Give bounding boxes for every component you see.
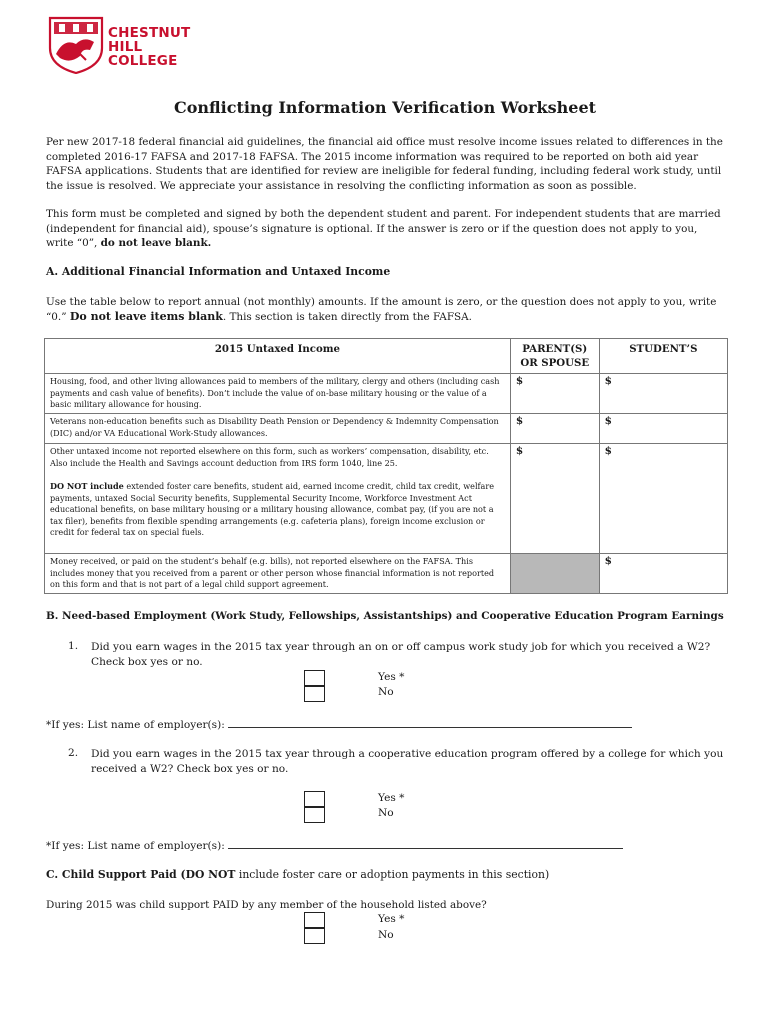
page-title: Conflicting Information Verification Worksheet: [173, 98, 597, 117]
section-c-question: During 2015 was child support PAID by any member of the household listed above?: [46, 899, 487, 911]
form-note-paragraph: [46, 207, 724, 251]
c-no-checkbox[interactable]: [304, 928, 325, 944]
q1-no-checkbox[interactable]: [304, 686, 325, 702]
table-row: [45, 444, 728, 554]
question-2-number: 2.: [68, 747, 79, 759]
q2-no-checkbox[interactable]: [304, 807, 325, 823]
section-c-heading: [46, 868, 549, 881]
student-amount-field[interactable]: $: [599, 374, 727, 414]
table-header-row: [45, 339, 728, 374]
section-c-heading-1: C. Child Support Paid (: [46, 868, 186, 881]
parent-amount-field[interactable]: $: [510, 414, 599, 444]
q2-employer-field[interactable]: [46, 838, 623, 852]
section-a-instructions: [46, 295, 724, 324]
intro-paragraph: Per new 2017-18 federal financial aid guidelines, the financial aid office must resolve income issues related to differences in the completed 2016-17 FAFSA and 2017-18 FAFSA. The 2015 income information was required to be reported on both aid year FAFSA applications. Students that are identified for review are ineligible for federal funding, including federal work study, until the issue is resolved. We appreciate your assistance in resolving the conflicting information as soon as possible.: [46, 136, 723, 192]
c-yes-label: Yes *: [378, 913, 405, 925]
logo-line-1: CHESTNUT: [108, 25, 191, 41]
question-1-number: 1.: [68, 640, 79, 652]
section-b-heading: B. Need-based Employment (Work Study, Fellowships, Assistantships) and Cooperative Education Program Earnings: [46, 610, 724, 622]
parent-amount-field[interactable]: $: [510, 374, 599, 414]
row-note-text: extended foster care benefits, student aid, earned income credit, child tax credit, welfare payments, untaxed Social Security benefits, Supplemental Security Income, Workforce Investment Act educational benefits, on base military housing or a military housing allowance, combat pay, (if you are not a tax filer), benefits from flexible spending arrangements (e.g. cafeteria plans), foreign income exclusion or credit for federal tax on special fuels.: [50, 481, 495, 537]
logo-wordmark: [108, 26, 190, 68]
q1-employer-field[interactable]: [46, 717, 632, 731]
row-exclusion-note: [50, 481, 505, 539]
student-amount-field[interactable]: $: [599, 444, 727, 554]
question-2-text: Did you earn wages in the 2015 tax year through a cooperative education program offered by a college for which you received a W2? Check box yes or no.: [91, 748, 724, 775]
header-untaxed-income: 2015 Untaxed Income: [45, 339, 511, 374]
student-amount-field[interactable]: $: [599, 554, 727, 594]
c-yes-checkbox[interactable]: [304, 912, 325, 928]
section-a-instr-2: . This section is taken directly from the FAFSA.: [222, 310, 472, 323]
form-note-bold: do not leave blank.: [100, 237, 212, 250]
section-a-instr-1: Use the table below to report annual (not monthly) amounts. If the amount is zero, or the question does not apply to you, write “0.”: [46, 296, 717, 323]
table-row: [45, 414, 728, 444]
logo-line-3: COLLEGE: [108, 53, 178, 69]
row-description: Money received, or paid on the student’s behalf (e.g. bills), not reported elsewhere on the FAFSA. This includes money that you received from a parent or other person whose financial information is not reported on this form and that is not part of a legal child support agreement.: [45, 554, 511, 594]
row-note-bold: DO NOT include: [50, 481, 124, 491]
parent-amount-disabled: [510, 554, 599, 594]
untaxed-income-table: [44, 338, 728, 594]
q2-employer-line[interactable]: [228, 838, 623, 849]
header-student: STUDENT’S: [599, 339, 727, 374]
section-c-heading-bold: DO NOT: [185, 868, 236, 881]
student-amount-field[interactable]: $: [599, 414, 727, 444]
section-c-heading-2: include foster care or adoption payments in this section): [235, 868, 550, 881]
section-a-instr-bold: Do not leave items blank: [69, 309, 223, 323]
row-description: Veterans non-education benefits such as Disability Death Pension or Dependency & Indemnity Compensation (DIC) and/or VA Educational Work-Study allowances.: [45, 414, 511, 444]
q2-employer-label: *If yes: List name of employer(s):: [46, 840, 225, 852]
q2-yes-label: Yes *: [378, 792, 405, 804]
q1-yes-label: Yes *: [378, 671, 405, 683]
form-note-text: This form must be completed and signed by both the dependent student and parent. For independent students that are married (independent for financial aid), spouse’s signature is optional. If the answer is zero or if the question does not apply to you, write “0”,: [46, 208, 721, 250]
table-row: [45, 554, 728, 594]
q1-employer-label: *If yes: List name of employer(s):: [46, 719, 225, 731]
row-description-text: Other untaxed income not reported elsewhere on this form, such as workers’ compensation, disability, etc. Also include the Health and Savings account deduction from IRS form 1040, line 25.: [50, 446, 489, 468]
q1-employer-line[interactable]: [228, 717, 632, 728]
question-1-text: Did you earn wages in the 2015 tax year through an on or off campus work study job for which you received a W2? Check box yes or no.: [91, 641, 711, 668]
header-parent: PARENT(S) OR SPOUSE: [510, 339, 599, 374]
logo-line-2: HILL: [108, 39, 143, 55]
q2-no-label: No: [378, 807, 394, 819]
parent-amount-field[interactable]: $: [510, 444, 599, 554]
table-row: [45, 374, 728, 414]
section-a-heading: A. Additional Financial Information and Untaxed Income: [46, 265, 391, 278]
c-no-label: No: [378, 929, 394, 941]
q1-yes-checkbox[interactable]: [304, 670, 325, 686]
q2-yes-checkbox[interactable]: [304, 791, 325, 807]
q1-no-label: No: [378, 686, 394, 698]
row-description: [45, 444, 511, 554]
row-description: Housing, food, and other living allowances paid to members of the military, clergy and others (including cash payments and cash value of benefits). Don’t include the value of on-base military housing or the value of a basic military allowance for housing.: [45, 374, 511, 414]
